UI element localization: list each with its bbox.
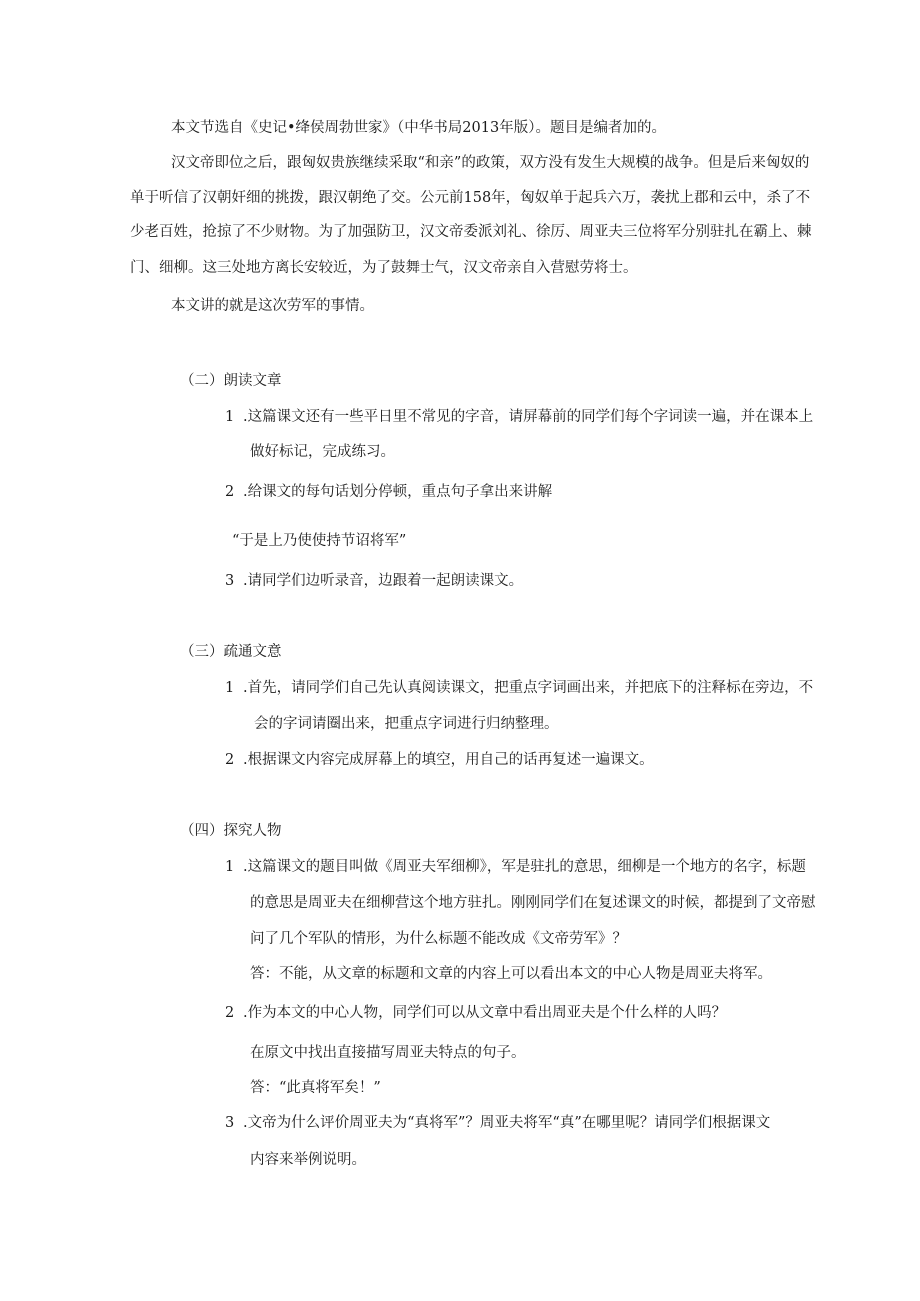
item-text: .请同学们边听录音，边跟着一起朗读课文。 bbox=[243, 573, 524, 589]
section-heading-character: （四）探究人物 bbox=[180, 823, 282, 839]
item-text: .这篇课文还有一些平日里不常见的字音，请屏幕前的同学们每个字词读一遍，并在课本上 bbox=[243, 409, 814, 425]
item-number: 2 bbox=[225, 1005, 235, 1021]
item-text: .给课文的每句话划分停顿，重点句子拿出来讲解 bbox=[243, 484, 553, 500]
item-text: 内容来举例说明。 bbox=[250, 1152, 366, 1168]
item-text: .作为本文的中心人物，同学们可以从文章中看出周亚夫是个什么样的人吗？ bbox=[243, 1005, 727, 1021]
item-text: .根据课文内容完成屏幕上的填空，用自己的话再复述一遍课文。 bbox=[243, 752, 654, 768]
item-text: .文帝为什么评价周亚夫为“真将军”？周亚夫将军“真”在哪里呢？请同学们根据课文 bbox=[243, 1115, 771, 1131]
item-number: 1 bbox=[225, 680, 235, 696]
background-line-3: 少老百姓，抢掠了不少财物。为了加强防卫，汉文帝委派刘礼、徐厉、周亚夫三位将军分别驻扎在霸上、棘 bbox=[130, 224, 812, 240]
item-number: 3 bbox=[225, 573, 235, 589]
summary-line: 本文讲的就是这次劳军的事情。 bbox=[171, 298, 374, 314]
answer-text: 答：“此真将军矣！” bbox=[250, 1080, 381, 1096]
item-number: 1 bbox=[225, 859, 235, 875]
item-text: .首先，请同学们自己先认真阅读课文，把重点字词画出来，并把底下的注释标在旁边，不 bbox=[243, 680, 814, 696]
background-line-4: 门、细柳。这三处地方离长安较近，为了鼓舞士气，汉文帝亲自入营慰劳将士。 bbox=[130, 260, 638, 276]
item-text: .这篇课文的题目叫做《周亚夫军细柳》，军是驻扎的意思，细柳是一个地方的名字，标题 bbox=[243, 859, 806, 875]
source-note: 本文节选自《史记•绛侯周勃世家》（中华书局2013年版）。题目是编者加的。 bbox=[171, 120, 666, 136]
item-text: 在原文中找出直接描写周亚夫特点的句子。 bbox=[250, 1045, 526, 1061]
item-number: 3 bbox=[225, 1115, 235, 1131]
key-sentence-quote: “于是上乃使使持节诏将军” bbox=[232, 533, 407, 549]
item-number: 2 bbox=[225, 752, 235, 768]
item-text: 的意思是周亚夫在细柳营这个地方驻扎。刚刚同学们在复述课文的时候，都提到了文帝慰 bbox=[250, 895, 816, 911]
section-heading-meaning: （三）疏通文意 bbox=[180, 644, 282, 660]
item-number: 2 bbox=[225, 484, 235, 500]
item-number: 1 bbox=[225, 409, 235, 425]
background-line-1: 汉文帝即位之后，跟匈奴贵族继续采取“和亲”的政策，双方没有发生大规模的战争。但是后来匈奴的 bbox=[171, 155, 810, 171]
item-text: 会的字词请圈出来，把重点字词进行归纳整理。 bbox=[254, 716, 559, 732]
background-line-2: 单于听信了汉朝奸细的挑拨，跟汉朝绝了交。公元前158年，匈奴单于起兵六万，袭扰上郡和云中，杀了不 bbox=[130, 190, 811, 206]
item-text: 问了几个军队的情形，为什么标题不能改成《文帝劳军》？ bbox=[250, 931, 627, 947]
section-heading-reading: （二）朗读文章 bbox=[180, 373, 282, 389]
answer-text: 答：不能，从文章的标题和文章的内容上可以看出本文的中心人物是周亚夫将军。 bbox=[250, 966, 772, 982]
item-text: 做好标记，完成练习。 bbox=[250, 444, 395, 460]
